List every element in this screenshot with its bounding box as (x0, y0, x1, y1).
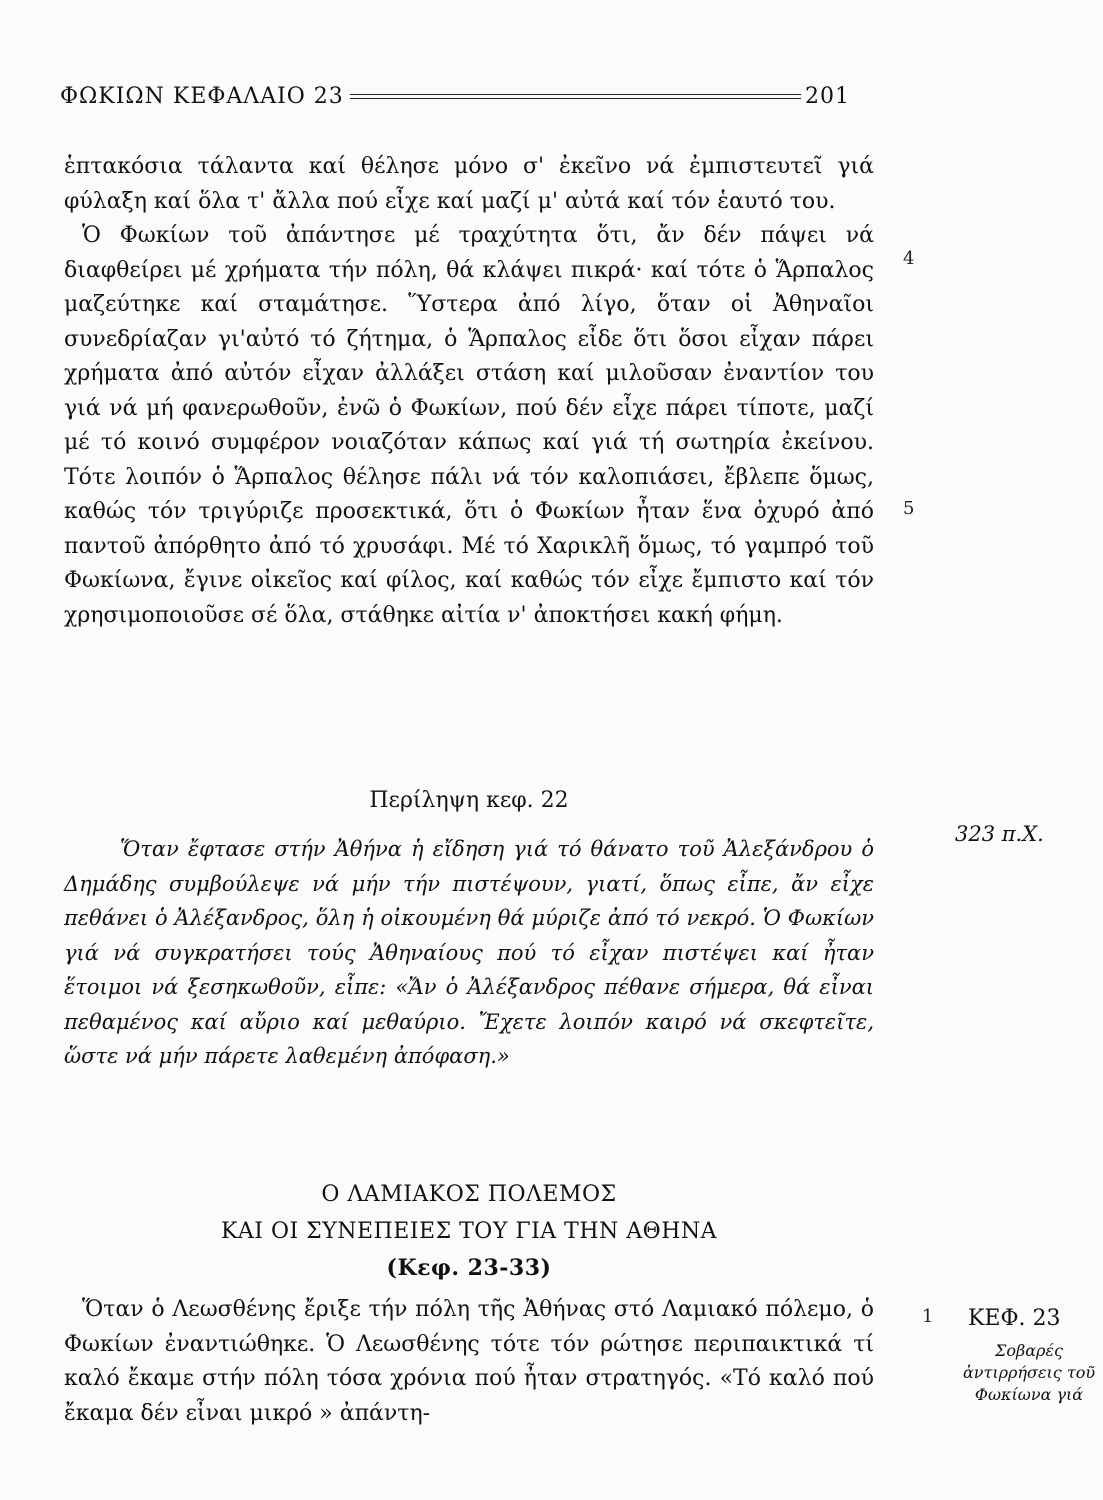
side-note: Σοβαρές ἀντιρρήσεις τοῦ Φωκίωνα γιά (962, 1341, 1096, 1404)
chapter-title-line2: ΚΑΙ ΟΙ ΣΥΝΕΠΕΙΕΣ ΤΟΥ ΓΙΑ ΤΗΝ ΑΘΗΝΑ (220, 1219, 718, 1244)
summary-title: Περίληψη κεφ. 22 (369, 788, 569, 813)
page-number: 201 (805, 84, 850, 109)
margin-number-1: 1 (922, 1306, 934, 1327)
summary-text: Ὅταν ἔφτασε στήν Ἀθήνα ἡ εἴδηση γιά τό θάνατο τοῦ Ἀλεξάνδρου ὁ Δημάδης συμβούλεψε νά μήν τήν πιστέψουν, γιατί, ὅπως εἶπε, ἄν εἶχε πεθάνει ὁ Ἀλέξανδρος, ὅλη ἡ οἰκουμένη θά μύριζε ἀπό τό νεκρό. Ὁ Φωκίων γιά νά συγκρατήσει τούς Ἀθηναίους πού τό εἶχαν πιστέψει καί ἦταν ἕτοιμοι νά ξεσηκωθοῦν, εἶπε: «Ἄν ὁ Ἀλέξανδρος πέθανε σήμερα, θά εἶναι πεθαμένος καί αὔριο καί μεθαύριο. Ἔχετε λοιπόν καιρό νά σκεφτεῖτε, ὥστε νά μήν πάρετε λαθεμένη ἀπόφαση.» (64, 837, 874, 1068)
margin-number-5: 5 (903, 498, 915, 519)
side-chapter-label: ΚΕΦ. 23 (968, 1306, 1061, 1331)
paragraph-2: Ὁ Φωκίων τοῦ ἀπάντησε μέ τραχύτητα ὅτι, ἄν δέν πάψει νά διαφθείρει μέ χρήματα τήν πόλη, θά κλάψει πικρά· καί τότε ὁ Ἅρπαλος μαζεύτηκε καί σταμάτησε. Ὕστερα ἀπό λίγο, ὅταν οἱ Ἀθηναῖοι συνεδρίαζαν γι'αὐτό τό ζήτημα, ὁ Ἅρπαλος εἶδε ὅτι ὅσοι εἶχαν πάρει χρήματα ἀπό αὐτόν εἶχαν ἀλλάξει στάση καί μιλοῦσαν ἐναντίον του γιά νά μή φανερωθοῦν, ἐνῶ ὁ Φωκίων, πού δέν εἶχε πάρει τίποτε, μαζί μέ τό κοινό συμφέρον νοιαζόταν κάπως καί γιά τή σωτηρία ἐκείνου. Τότε λοιπόν ὁ Ἅρπαλος θέλησε πάλι νά τόν καλοπιάσει, ἔβλεπε ὅμως, καθώς τόν τριγύριζε προσεκτικά, ὅτι ὁ Φωκίων ἦταν ἕνα ὀχυρό ἀπό παντοῦ ἀπόρθητο ἀπό τό χρυσάφι. Μέ τό Χαρικλῆ ὅμως, τό γαμπρό τοῦ Φωκίωνα, ἔγινε οἰκεῖος καί φίλος, καί καθώς τόν εἶχε ἔμπιστο καί τόν χρησιμοποιοῦσε σέ ὅλα, στάθηκε αἰτία ν' ἀποκτήσει κακή φήμη. (64, 223, 874, 628)
margin-number-4: 4 (903, 248, 915, 269)
side-date: 323 π.Χ. (955, 822, 1044, 846)
paragraph-1: ἑπτακόσια τάλαντα καί θέλησε μόνο σ' ἐκεῖνο νά ἐμπιστευτεῖ γιά φύλαξη καί ὅλα τ' ἄλλα πού εἶχε καί μαζί μ' αὐτά καί τόν ἑαυτό του. (64, 154, 874, 214)
chapter-subtitle: (Κεφ. 23-33) (386, 1255, 552, 1281)
header-title: ΦΩΚΙΩΝ ΚΕΦΑΛΑΙΟ 23 (60, 84, 344, 109)
chapter-paragraph: Ὅταν ὁ Λεωσθένης ἔριξε τήν πόλη τῆς Ἀθήνας στό Λαμιακό πόλεμο, ὁ Φωκίων ἐναντιώθηκε. Ὁ Λεωσθένης τότε τόν ρώτησε περιπαικτικά τί καλό ἔκαμε στήν πόλη τόσα χρόνια πού ἦταν στρατηγός. «Τό καλό πού ἔκαμα δέν εἶναι μικρό » ἀπάντη- (64, 1297, 874, 1426)
header-rule (350, 94, 801, 99)
chapter-heading (64, 1176, 874, 1287)
running-header (60, 84, 850, 109)
top-text-block (64, 150, 874, 633)
chapter-title-line1: Ο ΛΑΜΙΑΚΟΣ ΠΟΛΕΜΟΣ (321, 1182, 617, 1207)
chapter-text-block (64, 1293, 874, 1431)
